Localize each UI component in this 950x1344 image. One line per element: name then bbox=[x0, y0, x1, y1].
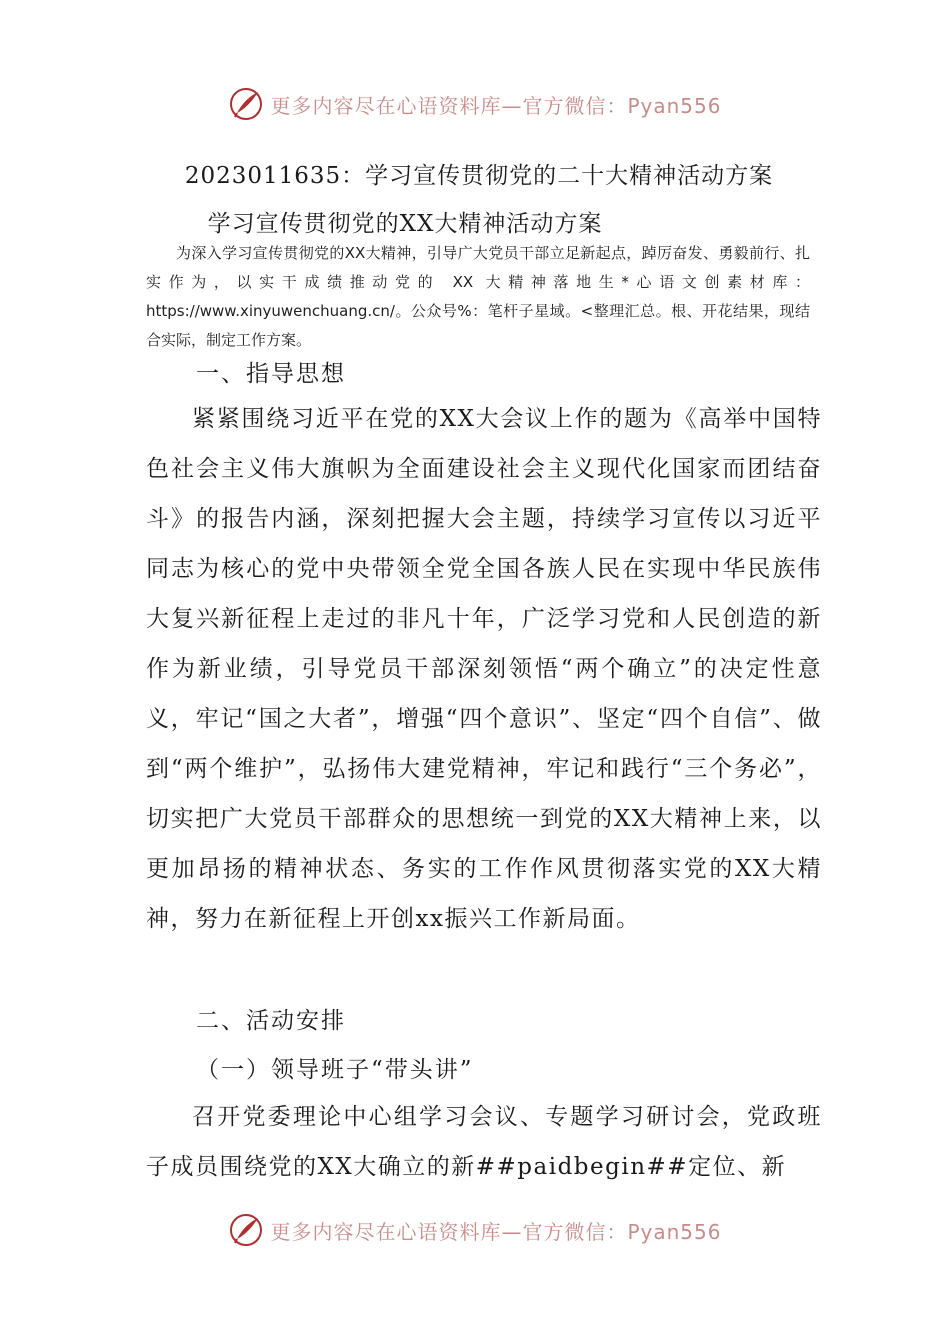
subsection-heading-leadership: （一）领导班子“带头讲” bbox=[196, 1057, 474, 1083]
document-title-primary: 2023011635：学习宣传贯彻党的二十大精神活动方案 bbox=[184, 163, 774, 189]
section-heading-activity-arrangement: 二、活动安排 bbox=[196, 1008, 346, 1034]
guiding-thought-paragraph: 紧紧围绕习近平在党的XX大会议上作的题为《高举中国特色社会主义伟大旗帜为全面建设社会主义现代化国家而团结奋斗》的报告内涵，深刻把握大会主题，持续学习宣传以习近平同志为核心的党中央带领全党全国各族人民在实现中华民族伟大复兴新征程上走过的非凡十年，广泛学习党和人民创造的新作为新业绩，引导党员干部深刻领悟“两个确立”的决定性意义，牢记“国之大者”，增强“四个意识”、坚定“四个自信”、做到“两个维护”，弘扬伟大建党精神，牢记和践行“三个务必”，切实把广大党员干部群众的思想统一到党的XX大精神上来，以更加昂扬的精神状态、务实的工作作风贯彻落实党的XX大精神，努力在新征程上开创xx振兴工作新局面。 bbox=[146, 406, 822, 932]
section-heading-guiding-thought: 一、指导思想 bbox=[196, 361, 346, 387]
watermark-header bbox=[0, 84, 950, 124]
quill-pen-icon bbox=[228, 1212, 264, 1248]
watermark-text: 更多内容尽在心语资料库—官方微信：Pyan556 bbox=[270, 1219, 722, 1244]
watermark-text: 更多内容尽在心语资料库—官方微信：Pyan556 bbox=[270, 93, 722, 118]
document-title-secondary: 学习宣传贯彻党的XX大精神活动方案 bbox=[207, 211, 603, 237]
watermark-footer bbox=[0, 1210, 950, 1250]
intro-paragraph: 为深入学习宣传贯彻党的XX大精神，引导广大党员干部立足新起点，踔厉奋发、勇毅前行、扎实作为，以实干成绩推动党的 XX 大精神落地生*心语文创素材库：https://www.xinyuwenchuang.cn/。公众号%：笔杆子星域。<整理汇总。根、开花结果，现结合实际，制定工作方案。 bbox=[146, 244, 810, 349]
quill-pen-icon bbox=[228, 86, 264, 122]
leadership-paragraph: 召开党委理论中心组学习会议、专题学习研讨会，党政班子成员围绕党的XX大确立的新##paidbegin##定位、新 bbox=[146, 1104, 822, 1180]
